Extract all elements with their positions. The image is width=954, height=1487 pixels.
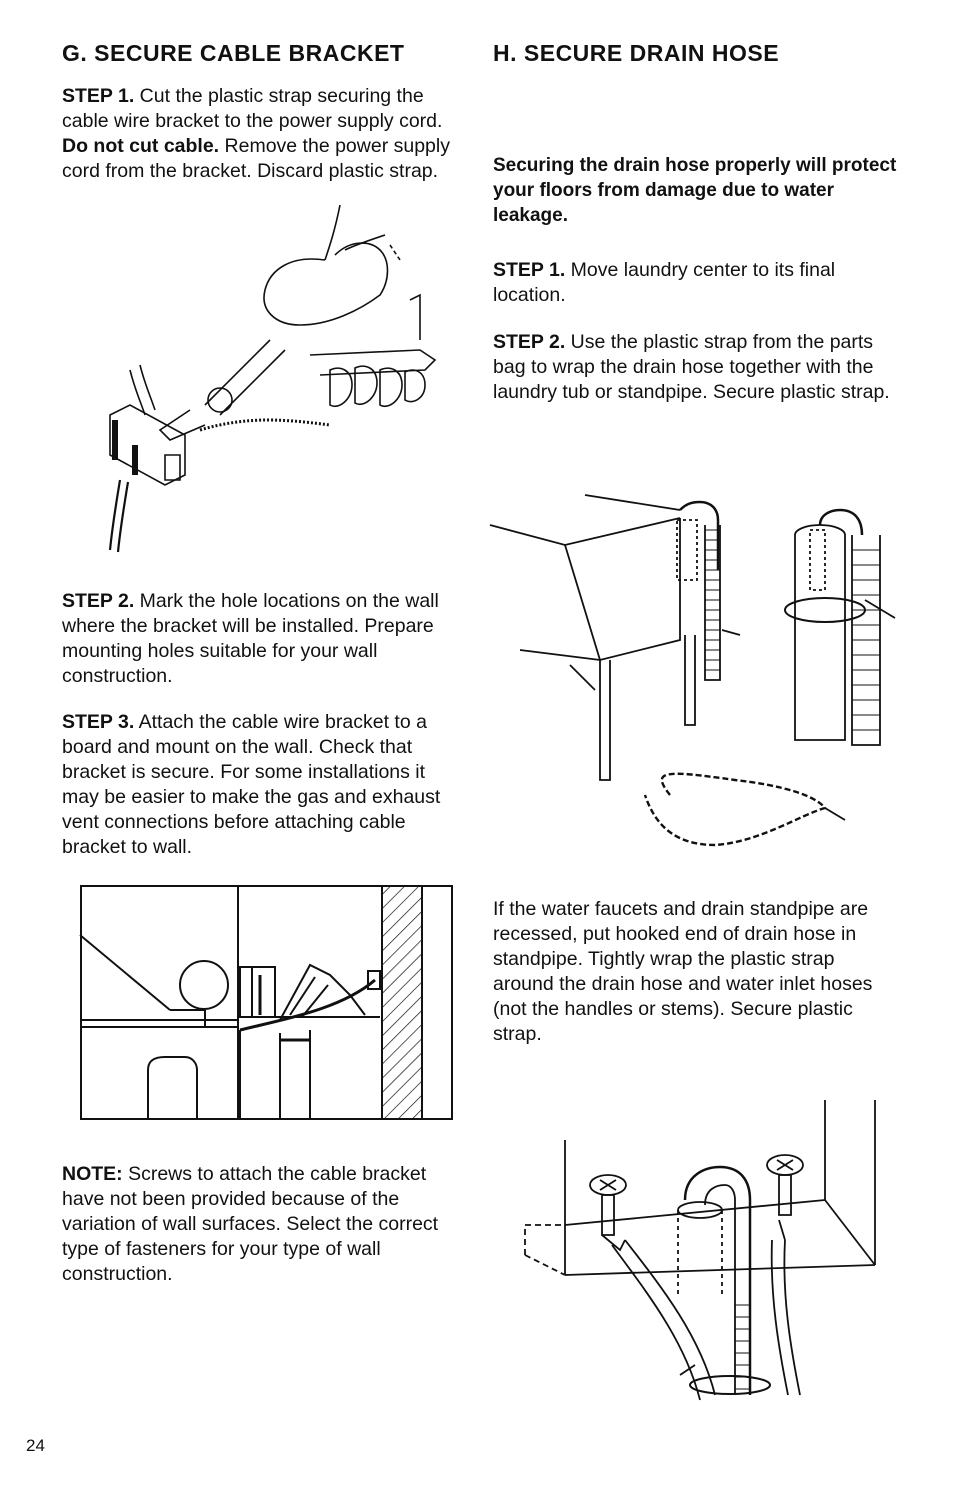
right-step2-text: Use the plastic strap from the parts bag to wrap the drain hose together with the laundry tub or standpipe. Secure plastic strap.	[493, 331, 890, 403]
left-step2-paragraph	[62, 589, 467, 689]
right-step1-paragraph	[493, 258, 893, 308]
bracket-mounted-wall-illustration	[80, 885, 454, 1121]
left-note-paragraph	[62, 1162, 467, 1287]
recessed-instructions: If the water faucets and drain standpipe are recessed, put hooked end of drain hose in standpipe. Tightly wrap the plastic strap around the drain hose and water inlet hoses (not the handles or stems). Secure plastic strap.	[493, 898, 873, 1045]
page-number: 24	[26, 1436, 45, 1455]
right-step2-paragraph	[493, 330, 893, 405]
drain-hose-warning: Securing the drain hose properly will protect your floors from damage due to water leakage.	[493, 155, 897, 226]
left-step2-label: STEP 2.	[62, 590, 135, 612]
section-h-title: H. SECURE DRAIN HOSE	[493, 40, 780, 66]
laundry-tub-standpipe-illustration	[490, 490, 900, 860]
left-step1-label: STEP 1.	[62, 85, 135, 107]
right-step2-label: STEP 2.	[493, 331, 566, 353]
left-step1-paragraph	[62, 84, 467, 184]
recessed-faucets-drain-hose-illustration	[520, 1095, 885, 1425]
left-step3-paragraph	[62, 710, 467, 860]
left-step1-bold: Do not cut cable.	[62, 135, 220, 157]
right-step1-label: STEP 1.	[493, 259, 566, 281]
left-step1-text-b: Remove the power supply cord from the bracket. Discard plastic strap.	[62, 135, 450, 182]
section-g-title: G. SECURE CABLE BRACKET	[62, 40, 405, 66]
pliers-cutting-strap-illustration	[90, 200, 450, 560]
note-text: Screws to attach the cable bracket have not been provided because of the variation of wall surfaces. Select the correct type of fasteners for your type of wall construction.	[62, 1163, 439, 1285]
right-step1-text: Move laundry center to its final location.	[493, 259, 836, 306]
left-step2-text: Mark the hole locations on the wall where the bracket will be installed. Prepare mounting holes suitable for your wall construction.	[62, 590, 439, 687]
left-step3-text: Attach the cable wire bracket to a board and mount on the wall. Check that bracket is secure. For some installations it may be easier to make the gas and exhaust vent connections before attaching cable bracket to wall.	[62, 711, 441, 858]
left-step3-label: STEP 3.	[62, 711, 135, 733]
note-label: NOTE:	[62, 1163, 123, 1185]
left-step1-text-a: Cut the plastic strap securing the cable wire bracket to the power supply cord.	[62, 85, 443, 132]
